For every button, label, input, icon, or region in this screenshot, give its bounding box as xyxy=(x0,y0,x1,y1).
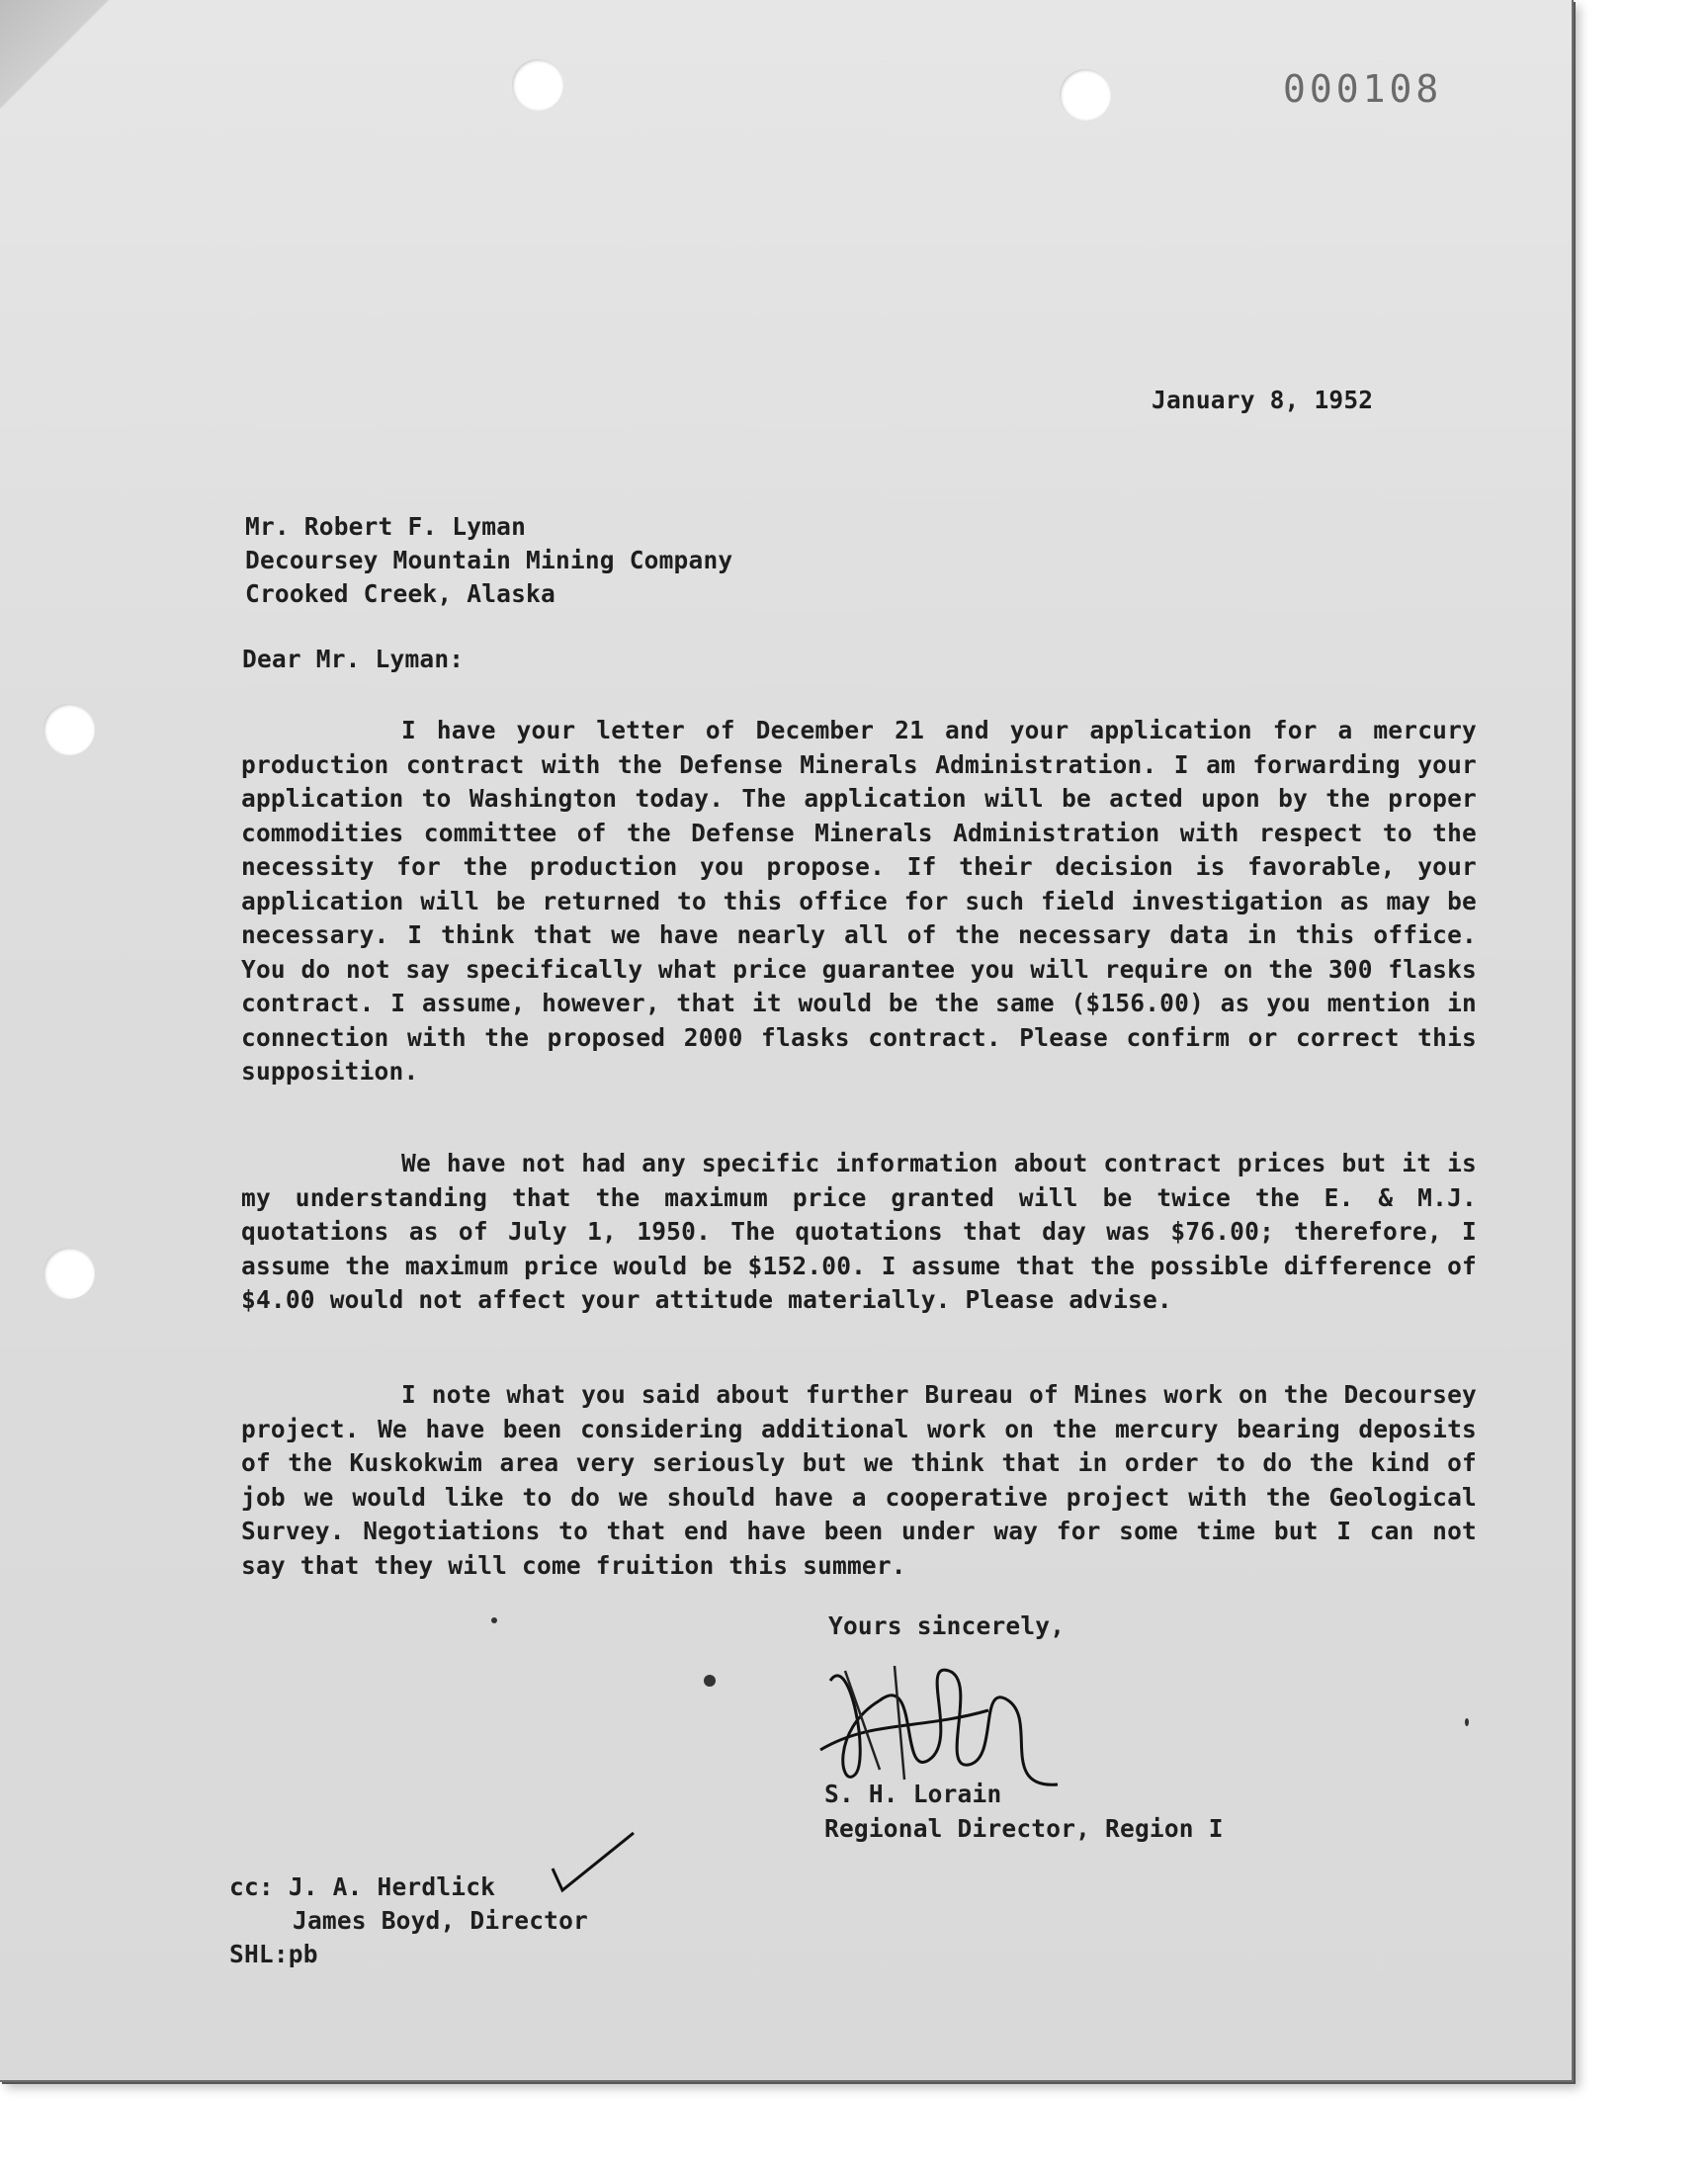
body-paragraph-2: We have not had any specific information about contract prices but it is my understanding that the maximum price granted will be twice the E. & M.J. quotations as of July 1, 1950. The quotations that day was $76.00; therefore, I assume the maximum price would be $152.00. I assume that the possible difference of $4.00 would not affect your attitude materially. Please advise. xyxy=(241,1149,1477,1314)
recipient-location: Crooked Creek, Alaska xyxy=(245,579,555,608)
ink-speck xyxy=(491,1617,497,1623)
ink-speck xyxy=(1465,1718,1469,1726)
recipient-company: Decoursey Mountain Mining Company xyxy=(245,546,733,574)
signer-name: S. H. Lorain xyxy=(824,1780,1002,1808)
punch-hole xyxy=(1060,69,1111,121)
punch-hole xyxy=(43,704,95,755)
closing: Yours sincerely, xyxy=(828,1611,1066,1640)
cc-label: cc: xyxy=(229,1872,274,1901)
letter-date: January 8, 1952 xyxy=(1152,386,1374,414)
ink-speck xyxy=(704,1675,716,1687)
body-paragraph-3: I note what you said about further Bureau of Mines work on the Decoursey project. We have been considering additional work on the mercury bearing deposits of the Kuskokwim area very seriously but we think that in order to do the kind of job we would like to do we should have a cooperative project with the Geological Survey. Negotiations to that end have been under way for some time but I can not say that they will come fruition this summer. xyxy=(241,1380,1477,1580)
punch-hole xyxy=(512,59,563,111)
body-paragraph-1: I have your letter of December 21 and your application for a mercury production contract with the Defense Minerals Administration. I am forwarding your application to Washington today. The application will be acted upon by the proper commodities committee of the Defense Minerals Administration with respect to the necessity for the production you propose. If their decision is favorable, your application will be returned to this office for such field investigation as may be necessary. I think that we have nearly all of the necessary data in this office. You do not say specifically what price guarantee you will require on the 300 flasks contract. I assume, however, that it would be the same ($156.00) as you mention in connection with the proposed 2000 flasks contract. Please confirm or correct this supposition. xyxy=(241,716,1477,1086)
cc-line-1: J. A. Herdlick xyxy=(288,1872,496,1901)
punch-hole xyxy=(43,1248,95,1299)
recipient-address xyxy=(245,510,732,611)
carbon-copy-block xyxy=(229,1870,588,1971)
typist-initials: SHL:pb xyxy=(229,1940,318,1968)
folded-corner xyxy=(0,0,158,148)
salutation: Dear Mr. Lyman: xyxy=(242,645,465,673)
signer-block xyxy=(824,1777,1224,1846)
handwritten-signature xyxy=(811,1641,1068,1789)
signer-title: Regional Director, Region I xyxy=(824,1814,1224,1843)
document-stamp-number: 000108 xyxy=(1283,67,1443,111)
cc-line-2: James Boyd, Director xyxy=(293,1906,589,1935)
recipient-name: Mr. Robert F. Lyman xyxy=(245,512,527,541)
check-mark-icon xyxy=(549,1829,638,1898)
